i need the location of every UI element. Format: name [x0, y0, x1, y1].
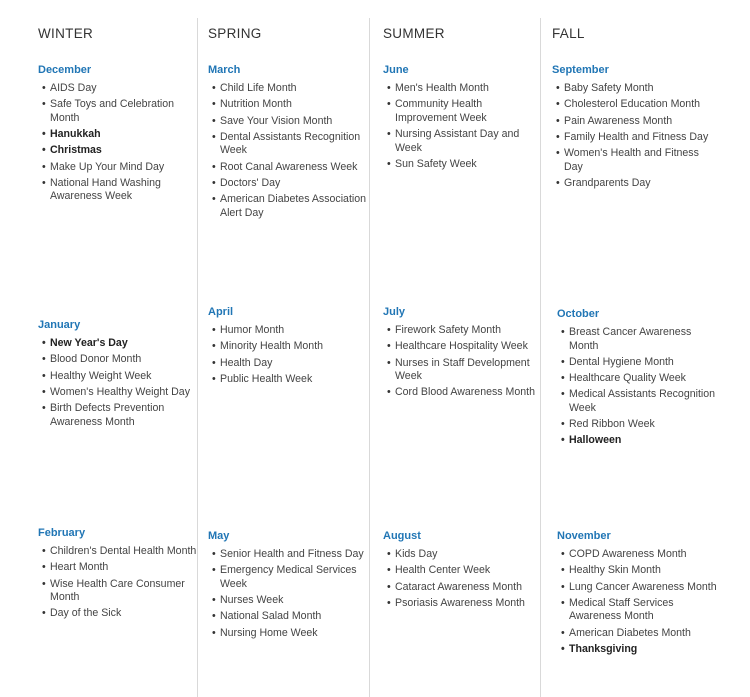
event-item: • Red Ribbon Week [557, 418, 717, 432]
month-title: August [383, 530, 421, 542]
season-heading-fall: FALL [552, 26, 585, 41]
event-item: • Psoriasis Awareness Month [383, 597, 543, 611]
month-march [208, 64, 368, 223]
month-december [38, 64, 198, 207]
month-title: January [38, 319, 81, 331]
event-item: • Humor Month [208, 324, 368, 338]
month-title: February [38, 527, 86, 539]
event-item: • American Diabetes Association Alert Day [208, 193, 368, 220]
month-title: July [383, 306, 406, 318]
event-item: • Healthy Skin Month [557, 564, 717, 578]
event-list [38, 337, 198, 429]
month-title: April [208, 306, 234, 318]
event-item: • Pain Awareness Month [552, 115, 712, 129]
month-title: December [38, 64, 92, 76]
month-february [38, 527, 198, 624]
event-item: • Halloween [557, 434, 717, 448]
event-item: • National Hand Washing Awareness Week [38, 177, 198, 204]
event-item: • Healthcare Hospitality Week [383, 340, 543, 354]
event-item: • National Salad Month [208, 610, 368, 624]
column-divider [369, 18, 370, 697]
event-item: • Blood Donor Month [38, 353, 198, 367]
season-heading-winter: WINTER [38, 26, 94, 41]
event-item: • Heart Month [38, 561, 198, 575]
season-heading-summer: SUMMER [383, 26, 445, 41]
month-august [383, 530, 543, 613]
event-item: • Nurses in Staff Development Week [383, 357, 543, 384]
event-item: • Minority Health Month [208, 340, 368, 354]
month-title: June [383, 64, 409, 76]
event-list [38, 82, 198, 204]
event-item: • Women's Healthy Weight Day [38, 386, 198, 400]
event-item: • Cataract Awareness Month [383, 581, 543, 595]
month-title: March [208, 64, 241, 76]
event-item: • Women's Health and Fitness Day [552, 147, 712, 174]
event-item: • Baby Safety Month [552, 82, 712, 96]
event-item: • Medical Assistants Recognition Week [557, 388, 717, 415]
event-item: • Lung Cancer Awareness Month [557, 581, 717, 595]
event-item: • Health Day [208, 357, 368, 371]
month-april [208, 306, 368, 389]
event-item: • Nursing Home Week [208, 627, 368, 641]
month-july [383, 306, 543, 403]
event-item: • Nursing Assistant Day and Week [383, 128, 543, 155]
event-item: • Nurses Week [208, 594, 368, 608]
event-list [557, 326, 717, 448]
season-heading-spring: SPRING [208, 26, 262, 41]
event-item: • Medical Staff Services Awareness Month [557, 597, 717, 624]
event-item: • Save Your Vision Month [208, 115, 368, 129]
event-list [383, 324, 543, 400]
event-item: • American Diabetes Month [557, 627, 717, 641]
event-list [383, 548, 543, 610]
event-item: • Senior Health and Fitness Day [208, 548, 368, 562]
month-january [38, 319, 198, 432]
month-october [557, 308, 717, 451]
month-title: May [208, 530, 230, 542]
event-item: • Healthcare Quality Week [557, 372, 717, 386]
event-item: • Kids Day [383, 548, 543, 562]
event-item: • Christmas [38, 144, 198, 158]
event-item: • Sun Safety Week [383, 158, 543, 172]
event-item: • Community Health Improvement Week [383, 98, 543, 125]
event-item: • Grandparents Day [552, 177, 712, 191]
event-item: • Doctors' Day [208, 177, 368, 191]
month-may [208, 530, 368, 643]
month-september [552, 64, 712, 193]
event-list [208, 324, 368, 386]
month-title: October [557, 308, 600, 320]
event-list [383, 82, 543, 171]
month-november [557, 530, 717, 659]
event-item: • Day of the Sick [38, 607, 198, 621]
event-item: • Hanukkah [38, 128, 198, 142]
event-item: • Child Life Month [208, 82, 368, 96]
event-item: • Thanksgiving [557, 643, 717, 657]
event-item: • Birth Defects Prevention Awareness Month [38, 402, 198, 429]
event-item: • Nutrition Month [208, 98, 368, 112]
event-item: • Root Canal Awareness Week [208, 161, 368, 175]
event-item: • Family Health and Fitness Day [552, 131, 712, 145]
month-title: September [552, 64, 609, 76]
event-item: • Dental Hygiene Month [557, 356, 717, 370]
event-list [557, 548, 717, 656]
event-item: • Wise Health Care Consumer Month [38, 578, 198, 605]
event-item: • Cord Blood Awareness Month [383, 386, 543, 400]
event-item: • Safe Toys and Celebration Month [38, 98, 198, 125]
event-item: • Firework Safety Month [383, 324, 543, 338]
event-item: • Dental Assistants Recognition Week [208, 131, 368, 158]
event-item: • Public Health Week [208, 373, 368, 387]
event-list [208, 82, 368, 220]
event-item: • Emergency Medical Services Week [208, 564, 368, 591]
month-title: November [557, 530, 611, 542]
event-item: • Make Up Your Mind Day [38, 161, 198, 175]
event-list [208, 548, 368, 640]
event-item: • COPD Awareness Month [557, 548, 717, 562]
month-june [383, 64, 543, 174]
event-item: • Health Center Week [383, 564, 543, 578]
event-item: • Healthy Weight Week [38, 370, 198, 384]
event-item: • AIDS Day [38, 82, 198, 96]
event-item: • New Year's Day [38, 337, 198, 351]
event-list [38, 545, 198, 621]
event-list [552, 82, 712, 190]
event-item: • Cholesterol Education Month [552, 98, 712, 112]
event-item: • Children's Dental Health Month [38, 545, 198, 559]
event-item: • Breast Cancer Awareness Month [557, 326, 717, 353]
event-item: • Men's Health Month [383, 82, 543, 96]
